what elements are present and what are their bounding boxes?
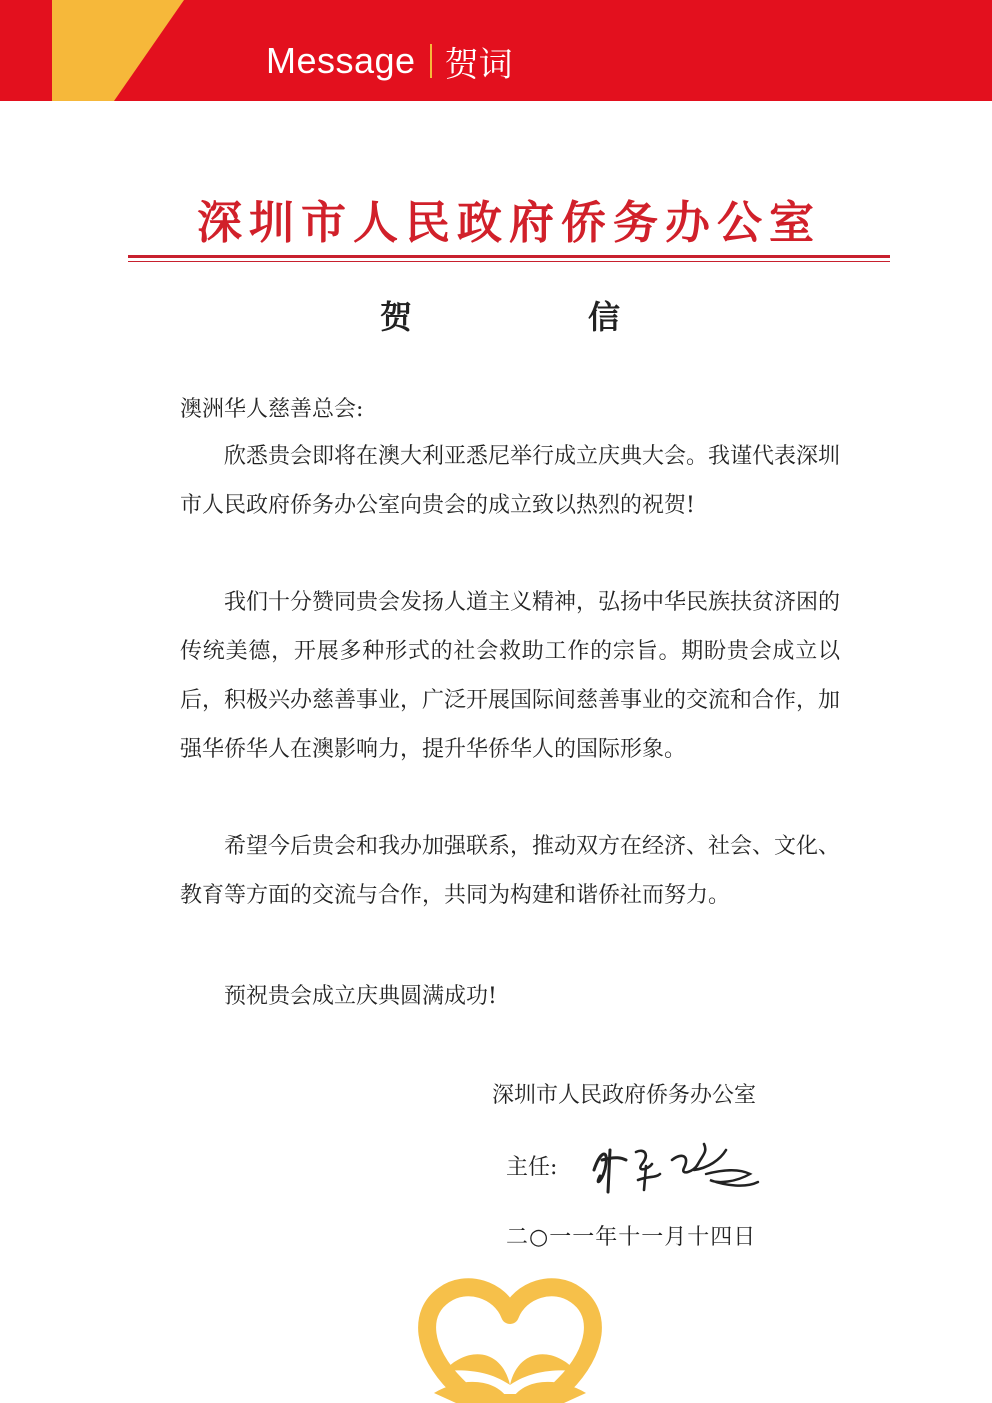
handwritten-signature: [586, 1130, 766, 1200]
header-title: [266, 36, 513, 86]
header-title-separator: [430, 44, 432, 78]
letterhead-rule-thick: [128, 255, 890, 258]
letter-paragraph-4: 预祝贵会成立庆典圆满成功!: [224, 984, 497, 1009]
header-decor-stripe: [52, 0, 184, 101]
page-header-banner: [0, 0, 992, 101]
signature-date: 二○一一年十一月十四日: [506, 1225, 757, 1250]
document-title-char-2: 信: [587, 298, 620, 336]
signature-org: 深圳市人民政府侨务办公室: [492, 1083, 757, 1108]
letterhead-org-name: 深圳市人民政府侨务办公室: [196, 196, 821, 249]
signature-label: 主任:: [506, 1155, 558, 1180]
letter-salutation: 澳洲华人慈善总会:: [180, 397, 364, 422]
header-title-en: Message: [266, 40, 416, 81]
document-title: [380, 292, 620, 338]
letter-paragraph-2: 我们十分赞同贵会发扬人道主义精神，弘扬中华民族扶贫济困的传统美德，开展多种形式的社会救助工作的宗旨。期盼贵会成立以后，积极兴办慈善事业，广泛开展国际间慈善事业的交流和合作，加强华侨华人在澳影响力，提升华侨华人的国际形象。: [180, 590, 841, 762]
heart-leaves-logo-icon: [404, 1275, 616, 1403]
header-title-zh: 贺词: [444, 44, 513, 85]
document-title-char-1: 贺: [380, 298, 413, 336]
letterhead-rule-thin: [128, 261, 890, 262]
letter-paragraph-3: 希望今后贵会和我办加强联系，推动双方在经济、社会、文化、教育等方面的交流与合作，共同为构建和谐侨社而努力。: [180, 834, 841, 908]
letter-paragraph-1: 欣悉贵会即将在澳大利亚悉尼举行成立庆典大会。我谨代表深圳市人民政府侨务办公室向贵会的成立致以热烈的祝贺!: [180, 444, 841, 518]
